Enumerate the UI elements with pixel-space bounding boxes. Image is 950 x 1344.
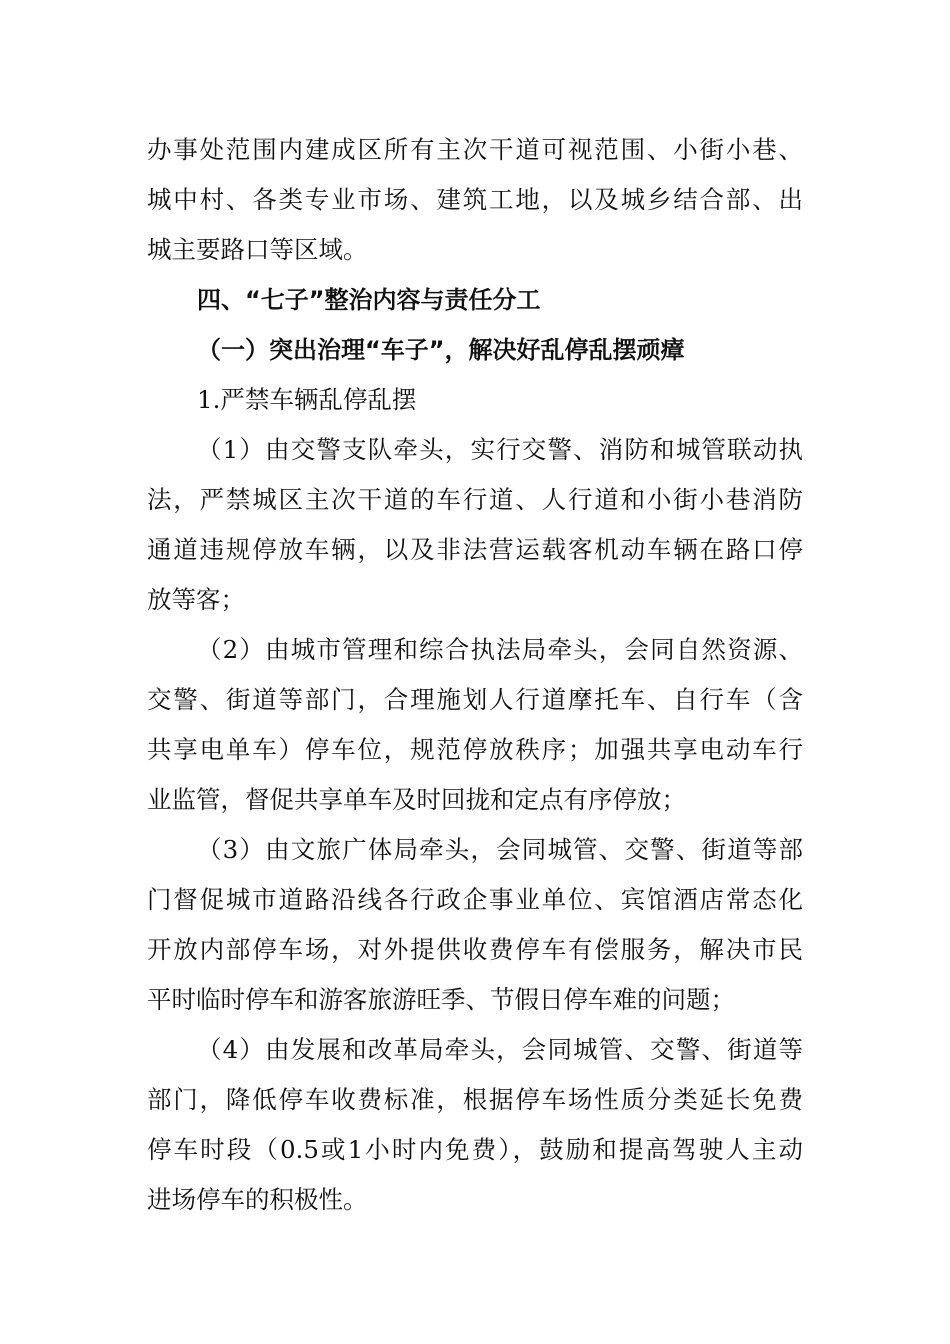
line-text: 城主要路口等区域。 [147,235,368,264]
text-line [0,775,950,825]
text-line [0,425,950,475]
line-text: 进场停车的积极性。 [147,1185,368,1214]
heading-text: （一）突出治理“车子”，解决好乱停乱摆顽瘴 [197,336,685,364]
text-line [0,1125,950,1175]
line-text: 平时临时停车和游客旅游旺季、节假日停车难的问题； [147,985,735,1014]
text-line [0,675,950,725]
text-line [0,225,950,275]
text-line [0,1025,950,1075]
line-text: 业监管，督促共享单车及时回拢和定点有序停放； [147,785,686,814]
line-text: 通道违规停放车辆，以及非法营运载客机动车辆在路口停 [147,535,803,564]
line-text: 法，严禁城区主次干道的车行道、人行道和小街小巷消防 [147,485,803,514]
line-text: 开放内部停车场，对外提供收费停车有偿服务，解决市民 [147,935,803,964]
line-text: 部门，降低停车收费标准，根据停车场性质分类延长免费 [147,1085,803,1114]
text-line [0,1175,950,1225]
line-text: （2）由城市管理和综合执法局牵头，会同自然资源、 [197,635,803,664]
text-line [0,875,950,925]
line-text: 1.严禁车辆乱停乱摆 [197,385,417,414]
text-line [0,1075,950,1125]
text-line [0,825,950,875]
item-heading [0,375,950,425]
subsection-heading [0,325,950,375]
text-line [0,125,950,175]
line-text: 城中村、各类专业市场、建筑工地，以及城乡结合部、出 [147,185,803,214]
text-line [0,975,950,1025]
text-line [0,175,950,225]
heading-text: 四、“七子”整治内容与责任分工 [197,286,541,314]
line-text: 放等客； [147,585,245,614]
line-text: 停车时段（0.5或1小时内免费），鼓励和提高驾驶人主动 [147,1135,803,1164]
text-line [0,625,950,675]
line-text: 办事处范围内建成区所有主次干道可视范围、小街小巷、 [147,135,803,164]
line-text: （1）由交警支队牵头，实行交警、消防和城管联动执 [197,435,803,464]
line-text: （4）由发展和改革局牵头，会同城管、交警、街道等 [197,1035,803,1064]
text-line [0,575,950,625]
section-heading [0,275,950,325]
text-line [0,725,950,775]
text-line [0,525,950,575]
text-line [0,925,950,975]
line-text: （3）由文旅广体局牵头，会同城管、交警、街道等部 [197,835,803,864]
line-text: 门督促城市道路沿线各行政企事业单位、宾馆酒店常态化 [147,885,803,914]
line-text: 交警、街道等部门，合理施划人行道摩托车、自行车（含 [147,685,803,714]
line-text: 共享电单车）停车位，规范停放秩序；加强共享电动车行 [147,735,803,764]
text-line [0,475,950,525]
